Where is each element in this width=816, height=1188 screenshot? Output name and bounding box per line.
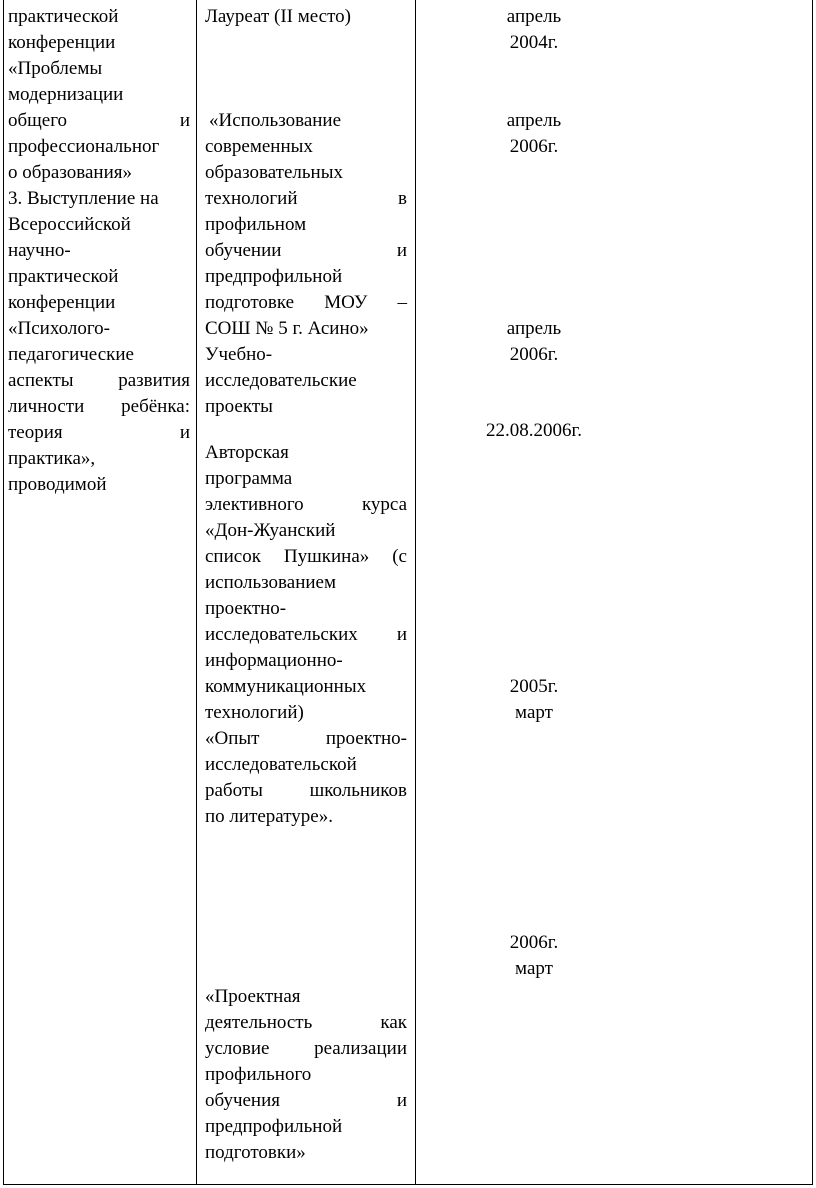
- word: ребёнка:: [121, 396, 190, 417]
- cell-text-line: современных: [205, 136, 313, 157]
- cell-text-line: исследовательские: [205, 370, 357, 391]
- cell-text-line: [205, 726, 407, 752]
- cell-text-line: по литературе».: [205, 806, 333, 827]
- word: исследовательских: [205, 624, 358, 645]
- cell-text-line: проводимой: [8, 474, 107, 495]
- cell-text-line: «Проектная: [205, 986, 301, 1007]
- cell-text-line: [205, 186, 407, 212]
- word: элективного: [205, 494, 304, 515]
- date-text: апрель: [506, 318, 562, 339]
- word: МОУ: [324, 292, 368, 313]
- cell-text-line: научно-: [8, 240, 71, 261]
- date-text: март: [515, 958, 553, 979]
- cell-text-line: «Дон-Жуанский: [205, 520, 336, 541]
- cell-text-line: СОШ № 5 г. Асино»: [205, 318, 369, 339]
- word: (с: [392, 546, 407, 567]
- cell-text-line: конференции: [8, 32, 116, 53]
- cell-text-line: педагогические: [8, 344, 134, 365]
- word: реализации: [314, 1038, 407, 1059]
- cell-text-line: практической: [8, 6, 119, 27]
- column-divider-2: [415, 0, 416, 1185]
- word: технологий: [205, 188, 298, 209]
- cell-text-line: [205, 1036, 407, 1062]
- cell-text-line: исследовательской: [205, 754, 357, 775]
- cell-text-line: технологий): [205, 702, 304, 723]
- word: личности: [8, 396, 85, 417]
- cell-text-line: коммуникационных: [205, 676, 367, 697]
- cell-text-line: «Проблемы: [8, 58, 103, 79]
- word: –: [397, 292, 407, 313]
- cell-text-line: [8, 368, 190, 394]
- date-text: 2005г.: [509, 676, 559, 697]
- cell-text-line: [205, 1088, 407, 1114]
- column-divider-1: [196, 0, 197, 1185]
- word: курса: [361, 494, 407, 515]
- word: и: [396, 240, 407, 261]
- word: теория: [8, 422, 63, 443]
- cell-text-line: проекты: [205, 396, 273, 417]
- word: проектно-: [325, 728, 407, 749]
- cell-text-line: Учебно-: [205, 344, 273, 365]
- word: и: [179, 422, 190, 443]
- date-text: апрель: [506, 6, 562, 27]
- cell-text-line: [205, 492, 407, 518]
- cell-text-line: [8, 394, 190, 420]
- cell-text-line: о образования»: [8, 162, 132, 183]
- cell-text-line: подготовки»: [205, 1142, 306, 1163]
- cell-text-line: [205, 778, 407, 804]
- cell-text-line: предпрофильной: [205, 266, 343, 287]
- cell-text-line: образовательных: [205, 162, 343, 183]
- cell-text-line: профильного: [205, 1064, 312, 1085]
- cell-text-line: «Использование: [209, 110, 342, 131]
- cell-text-line: Лауреат (II место): [205, 6, 351, 27]
- date-text: апрель: [506, 110, 562, 131]
- cell-text-line: [205, 622, 407, 648]
- table-border-right: [812, 0, 813, 1185]
- cell-text-line: проектно-: [205, 598, 287, 619]
- cell-text-line: программа: [205, 468, 293, 489]
- word: и: [396, 624, 407, 645]
- cell-text-line: [205, 544, 407, 570]
- word: общего: [8, 110, 68, 131]
- cell-text-line: [205, 290, 407, 316]
- date-text: 2006г.: [509, 932, 559, 953]
- word: работы: [205, 780, 263, 801]
- cell-text-line: [8, 108, 190, 134]
- table-border-bottom: [3, 1184, 813, 1185]
- word: список: [205, 546, 261, 567]
- cell-text-line: «Психолого-: [8, 318, 110, 339]
- cell-text-line: [8, 420, 190, 446]
- cell-text-line: информационно-: [205, 650, 343, 671]
- table-border-left: [3, 0, 4, 1185]
- cell-text-line: практической: [8, 266, 119, 287]
- cell-text-line: предпрофильной: [205, 1116, 343, 1137]
- word: аспекты: [8, 370, 74, 391]
- cell-text-line: Авторская: [205, 442, 289, 463]
- cell-text-line: профильном: [205, 214, 307, 235]
- word: и: [179, 110, 190, 131]
- cell-text-line: конференции: [8, 292, 116, 313]
- cell-text-line: [205, 1010, 407, 1036]
- cell-text-line: [205, 238, 407, 264]
- cell-text-line: 3. Выступление на: [8, 188, 159, 209]
- word: деятельность: [205, 1012, 313, 1033]
- cell-text-line: модернизации: [8, 84, 124, 105]
- date-text: 2006г.: [509, 136, 559, 157]
- cell-text-line: профессиональног: [8, 136, 160, 157]
- word: как: [380, 1012, 407, 1033]
- cell-text-line: использованием: [205, 572, 337, 593]
- cell-text-line: Всероссийской: [8, 214, 131, 235]
- word: обучении: [205, 240, 282, 261]
- date-text: 2004г.: [509, 32, 559, 53]
- date-text: 22.08.2006г.: [486, 420, 582, 441]
- date-text: 2006г.: [509, 344, 559, 365]
- word: подготовке: [205, 292, 295, 313]
- date-text: март: [515, 702, 553, 723]
- word: обучения: [205, 1090, 281, 1111]
- word: «Опыт: [205, 728, 260, 749]
- word: развития: [118, 370, 190, 391]
- cell-text-line: практика»,: [8, 448, 96, 469]
- word: в: [398, 188, 407, 209]
- word: Пушкина»: [283, 546, 370, 567]
- word: условие: [205, 1038, 270, 1059]
- word: школьников: [309, 780, 407, 801]
- word: и: [396, 1090, 407, 1111]
